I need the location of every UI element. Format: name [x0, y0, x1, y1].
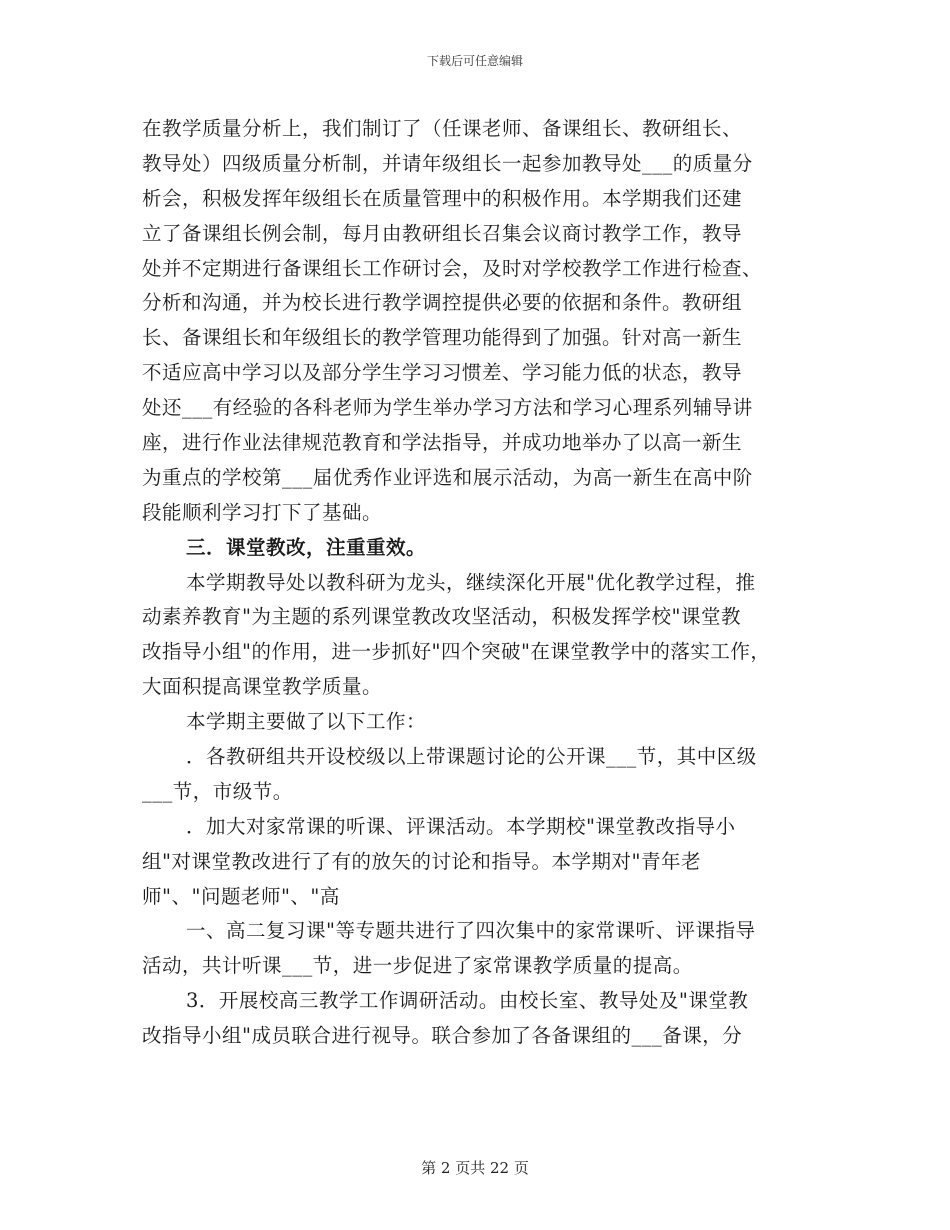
text-line: 组"对课堂教改进行了有的放矢的讨论和指导。本学期对"青年老 [142, 849, 701, 873]
text-line: 长、备课组长和年级组长的教学管理功能得到了加强。针对高一新生 [142, 326, 743, 350]
text-line: 师"、"问题老师"、"高 [142, 884, 340, 908]
text-line: 为重点的学校第___届优秀作业评选和展示活动，为高一新生在高中阶 [142, 465, 753, 489]
text-line: ．各教研组共开设校级以上带课题讨论的公开课___节，其中区级 [186, 745, 757, 769]
text-line: ___节，市级节。 [142, 779, 293, 803]
text-line: 分析和沟通，并为校长进行教学调控提供必要的依据和条件。教研组 [142, 291, 743, 315]
text-line: 在教学质量分析上，我们制订了（任课老师、备课组长、教研组长、 [142, 117, 743, 140]
text-line: 活动，共计听课___节，进一步促进了家常课教学质量的提高。 [142, 954, 693, 978]
text-line: 立了备课组长例会制，每月由教研组长召集会议商讨教学工作，教导 [142, 221, 743, 245]
text-line: 本学期主要做了以下工作： [186, 710, 427, 734]
text-line: ．加大对家常课的听课、评课活动。本学期校"课堂教改指导小 [186, 814, 736, 838]
text-line: 处还___有经验的各科老师为学生举办学习方法和学习心理系列辅导讲 [142, 396, 753, 420]
text-line: 座，进行作业法律规范教育和学法指导，并成功地举办了以高一新生 [142, 431, 743, 455]
text-line: 析会，积极发挥年级组长在质量管理中的积极作用。本学期我们还建 [142, 186, 743, 210]
text-line: 一、高二复习课"等专题共进行了四次集中的家常课听、评课指导 [186, 919, 756, 943]
text-line: 不适应高中学习以及部分学生学习习惯差、学习能力低的状态，教导 [142, 361, 743, 385]
text-line: 大面积提高课堂教学质量。 [142, 675, 383, 699]
text-line: 改指导小组"的作用，进一步抓好"四个突破"在课堂教学中的落实工作， [142, 640, 771, 664]
text-line: 改指导小组"成员联合进行视导。联合参加了各备课组的___备课，分 [142, 1024, 743, 1048]
text-line: 3．开展校高三教学工作调研活动。由校长室、教导处及"课堂教 [186, 989, 749, 1013]
text-line: 教导处）四级质量分析制，并请年级组长一起参加教导处___的质量分 [142, 151, 753, 175]
text-line: 动素养教育"为主题的系列课堂教改攻坚活动，积极发挥学校"课堂教 [142, 605, 741, 629]
document-body [142, 112, 822, 1054]
page-header: 下载后可任意编辑 [426, 54, 523, 68]
text-line: 段能顺利学习打下了基础。 [142, 500, 383, 524]
text-line: 处并不定期进行备课组长工作研讨会，及时对学校教学工作进行检查、 [142, 256, 763, 280]
text-line: 本学期教导处以教科研为龙头，继续深化开展"优化教学过程，推 [186, 570, 756, 594]
section-heading: 三．课堂教改，注重重效。 [186, 535, 427, 559]
page-footer: 第 2 页共 22 页 [421, 1159, 529, 1177]
